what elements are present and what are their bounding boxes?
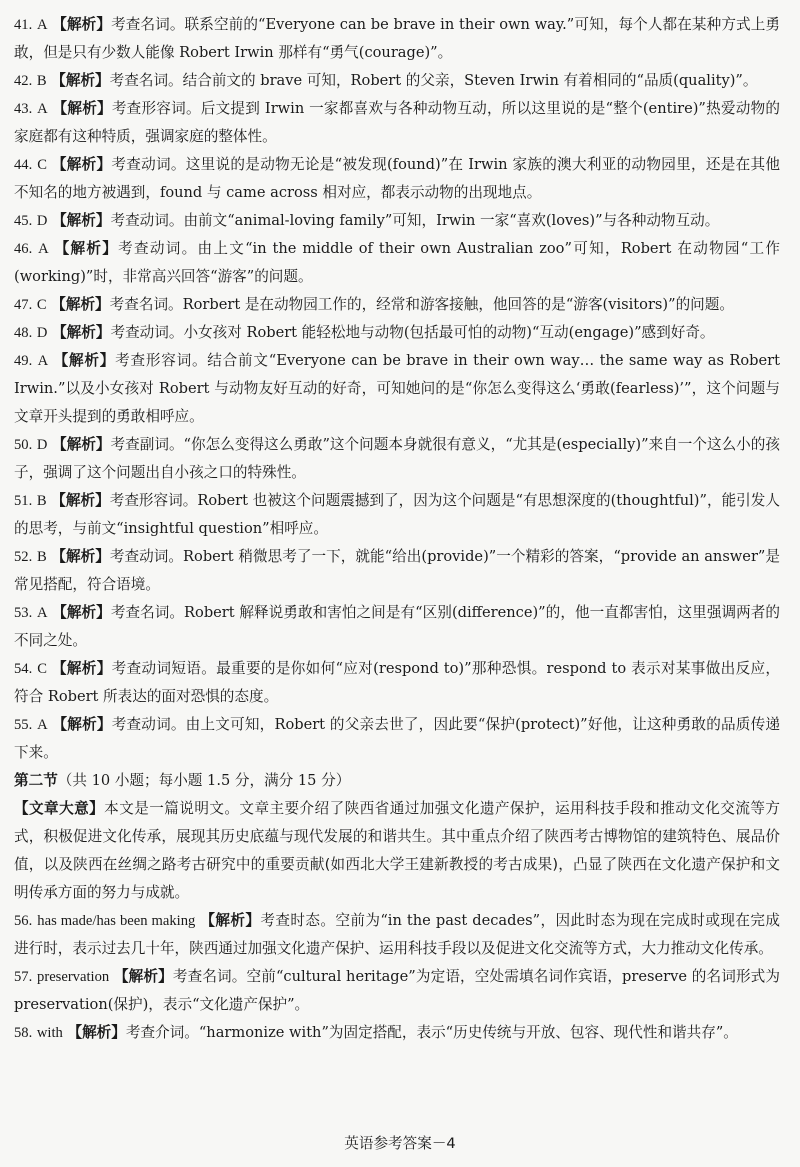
answer-list-part1: [14, 11, 780, 767]
answer-item: [14, 655, 780, 711]
item-tag: 【解析】: [51, 660, 112, 677]
item-tag: 【解析】: [52, 436, 111, 453]
item-number: 50.: [14, 437, 33, 453]
item-tag: 【解析】: [67, 1024, 126, 1041]
section-title: 第二节: [14, 772, 58, 789]
answer-item: [14, 291, 780, 319]
item-explanation: 考查动词。由上文可知，Robert 的父亲去世了，因此要“保护(protect)”好他，让这种勇敢的品质传递下来。: [14, 716, 780, 761]
answer-item: [14, 207, 780, 235]
item-explanation: 考查动词。Robert 稍微思考了一下，就能“给出(provide)”一个精彩的答案，“provide an answer”是常见搭配，符合语境。: [14, 548, 781, 593]
item-number: 58.: [14, 1025, 33, 1041]
item-number: 45.: [14, 213, 33, 229]
answer-item: [14, 907, 780, 963]
item-explanation: 考查时态。空前为“in the past decades”，因此时态为现在完成时或现在完成进行时，表示过去几十年，陕西通过加强文化遗产保护、运用科技手段以及促进文化交流等方式，大力推动文化传承。: [14, 912, 780, 957]
item-number: 49.: [14, 353, 33, 369]
item-tag: 【解析】: [52, 16, 112, 33]
item-answer: A: [38, 241, 49, 257]
item-answer: B: [36, 549, 47, 565]
answer-item: [14, 67, 780, 95]
item-answer: C: [37, 157, 47, 173]
summary-label: 【文章大意】: [14, 800, 105, 817]
item-number: 55.: [14, 717, 33, 733]
item-answer: has made/has been making: [37, 913, 196, 929]
item-number: 44.: [14, 157, 33, 173]
item-answer: preservation: [37, 969, 110, 985]
item-explanation: 考查动词。由上文“in the middle of their own Australian zoo”可知，Robert 在动物园“工作(working)”时，非常高兴回答“游客”的问题。: [14, 240, 781, 285]
item-explanation: 考查介词。“harmonize with”为固定搭配，表示“历史传统与开放、包容、现代性和谐共存”。: [125, 1024, 738, 1041]
answer-item: [14, 963, 780, 1019]
item-number: 56.: [14, 913, 33, 929]
item-tag: 【解析】: [200, 912, 261, 929]
item-answer: A: [37, 17, 48, 33]
item-answer: D: [36, 437, 48, 453]
item-answer: A: [37, 717, 48, 733]
item-tag: 【解析】: [52, 604, 111, 621]
item-tag: 【解析】: [113, 968, 173, 985]
item-answer: A: [37, 353, 49, 369]
answer-item: [14, 347, 780, 431]
answer-list-part2: [14, 907, 780, 1047]
item-answer: D: [36, 213, 48, 229]
item-number: 42.: [14, 73, 33, 89]
item-number: 47.: [14, 297, 33, 313]
article-summary: [14, 795, 780, 907]
item-number: 54.: [14, 661, 33, 677]
item-number: 48.: [14, 325, 33, 341]
item-number: 52.: [14, 549, 33, 565]
item-answer: B: [36, 73, 47, 89]
item-explanation: 考查动词。小女孩对 Robert 能轻松地与动物(包括最可怕的动物)“互动(engage)”感到好奇。: [110, 324, 715, 341]
answer-item: [14, 1019, 780, 1047]
item-answer: A: [37, 101, 48, 117]
item-tag: 【解析】: [51, 156, 112, 173]
answer-item: [14, 711, 780, 767]
item-tag: 【解析】: [52, 100, 112, 117]
item-number: 46.: [14, 241, 33, 257]
item-explanation: 考查名词。Robert 解释说勇敢和害怕之间是有“区别(difference)”的，他一直都害怕，这里强调两者的不同之处。: [14, 604, 781, 649]
answer-item: [14, 543, 780, 599]
item-tag: 【解析】: [51, 492, 110, 509]
answer-item: [14, 235, 780, 291]
item-explanation: 考查动词短语。最重要的是你如何“应对(respond to)”那种恐惧。respond to 表示对某事做出反应，符合 Robert 所表达的面对恐惧的态度。: [14, 660, 781, 705]
item-tag: 【解析】: [51, 72, 110, 89]
section-info: （共 10 小题；每小题 1.5 分，满分 15 分）: [57, 772, 351, 789]
item-number: 41.: [14, 17, 33, 33]
section-heading: [14, 767, 780, 795]
answer-item: [14, 431, 780, 487]
answer-item: [14, 151, 780, 207]
item-explanation: 考查形容词。结合前文“Everyone can be brave in their own way… the same way as Robert Irwin.”以及小女孩对 Robert 与动物友好互动的好奇，可知她问的是“你怎么变得这么‘勇敢(fearless)’”，这个问题与文章开头提到的勇敢相呼应。: [14, 352, 780, 425]
page-footer: 英语参考答案－4: [344, 1135, 456, 1152]
answer-item: [14, 11, 780, 67]
item-explanation: 考查名词。Rorbert 是在动物园工作的，经常和游客接触，他回答的是“游客(visitors)”的问题。: [109, 296, 734, 313]
item-explanation: 考查动词。由前文“animal-loving family”可知，Irwin 一家“喜欢(loves)”与各种动物互动。: [110, 212, 720, 229]
item-number: 57.: [14, 969, 33, 985]
item-number: 43.: [14, 101, 33, 117]
item-explanation: 考查名词。结合前文的 brave 可知，Robert 的父亲，Steven Irwin 有着相同的“品质(quality)”。: [109, 72, 758, 89]
item-answer: D: [36, 325, 48, 341]
item-answer: C: [37, 661, 47, 677]
answer-item: [14, 487, 780, 543]
item-tag: 【解析】: [52, 716, 112, 733]
item-explanation: 考查形容词。后文提到 Irwin 一家都喜欢与各种动物互动，所以这里说的是“整个(entire)”热爱动物的家庭都有这种特质，强调家庭的整体性。: [14, 100, 780, 145]
answer-item: [14, 95, 780, 151]
item-tag: 【解析】: [51, 548, 110, 565]
summary-text: 本文是一篇说明文。文章主要介绍了陕西省通过加强文化遗产保护，运用科技手段和推动文化交流等方式，积极促进文化传承，展现其历史底蕴与现代发展的和谐共生。其中重点介绍了陕西考古博物馆的建筑特色、展品价值，以及陕西在丝绸之路考古研究中的重要贡献(如西北大学王建新教授的考古成果)，凸显了陕西在文化遗产保护和文明传承方面的努力与成就。: [14, 800, 780, 901]
item-tag: 【解析】: [54, 240, 119, 257]
item-explanation: 考查名词。空前“cultural heritage”为定语，空处需填名词作宾语，preserve 的名词形式为 preservation(保护)，表示“文化遗产保护”。: [14, 968, 781, 1013]
item-answer: with: [36, 1025, 63, 1041]
item-tag: 【解析】: [53, 352, 116, 369]
item-answer: A: [36, 605, 48, 621]
item-explanation: 考查形容词。Robert 也被这个问题震撼到了，因为这个问题是“有思想深度的(thoughtful)”，能引发人的思考，与前文“insightful question”相呼应。: [14, 492, 780, 537]
item-answer: C: [36, 297, 47, 313]
item-number: 53.: [14, 605, 33, 621]
answer-item: [14, 319, 780, 347]
item-explanation: 考查副词。“你怎么变得这么勇敢”这个问题本身就很有意义，“尤其是(especially)”来自一个这么小的孩子，强调了这个问题出自小孩之口的特殊性。: [14, 436, 780, 481]
item-tag: 【解析】: [52, 212, 111, 229]
item-number: 51.: [14, 493, 33, 509]
item-explanation: 考查动词。这里说的是动物无论是“被发现(found)”在 Irwin 家族的澳大利亚的动物园里，还是在其他不知名的地方被遇到，found 与 came across 相对应，都表示动物的出现地点。: [14, 156, 781, 201]
answer-item: [14, 599, 780, 655]
item-tag: 【解析】: [52, 324, 111, 341]
item-answer: B: [36, 493, 47, 509]
item-tag: 【解析】: [51, 296, 110, 313]
item-explanation: 考查名词。联系空前的“Everyone can be brave in their own way.”可知，每个人都在某种方式上勇敢，但是只有少数人能像 Robert Irwin 那样有“勇气(courage)”。: [14, 16, 780, 61]
